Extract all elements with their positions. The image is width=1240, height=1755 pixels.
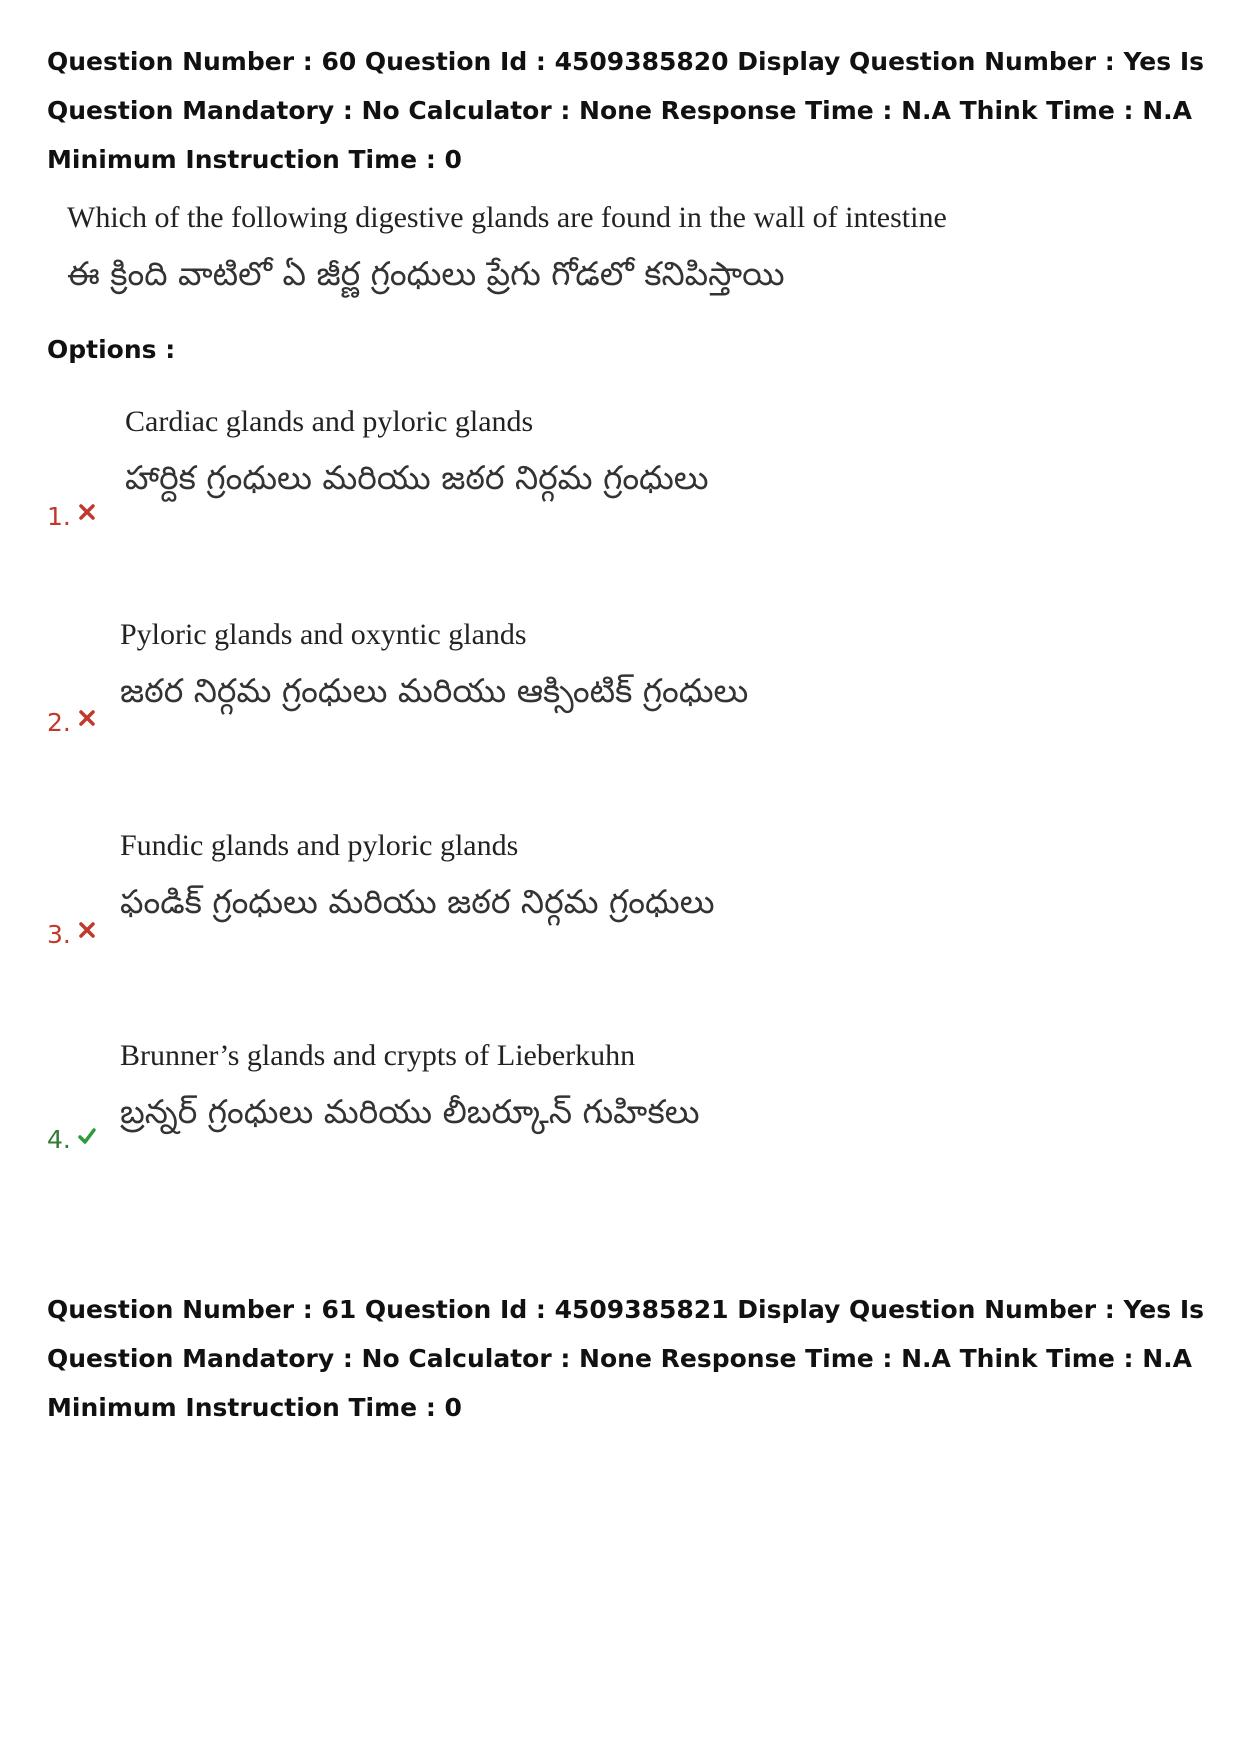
question-60-meta: Question Number : 60 Question Id : 4509385820 Display Question Number : Yes Is Question Mandatory : No Calculator : None Response Time : N.A Think Time : N.A Minimum Instruction Time : 0	[47, 47, 1205, 174]
option-4-text	[120, 1038, 700, 1132]
option-3-english: Fundic glands and pyloric glands	[120, 829, 519, 862]
question-text-english: Which of the following digestive glands are found in the wall of intestine	[67, 201, 947, 234]
cross-icon	[78, 503, 96, 521]
check-icon	[78, 1127, 96, 1145]
option-2-telugu: జఠర నిర్గమ గ్రంధులు మరియు ఆక్సింటిక్ గ్రంధులు	[120, 671, 749, 710]
option-1-english: Cardiac glands and pyloric glands	[125, 405, 534, 438]
option-2-number: 2.	[47, 708, 71, 737]
option-3-number: 3.	[47, 920, 71, 949]
option-4-telugu: బ్రన్నర్ గ్రంధులు మరియు లీబర్కూన్ గుహికలు	[120, 1092, 700, 1131]
option-2-text	[120, 617, 748, 711]
option-1-text	[125, 404, 709, 498]
question-text-telugu: ఈ క్రింది వాటిలో ఏ జీర్ణ గ్రంధులు ప్రేగు గోడలో కనిపిస్తాయి	[67, 254, 785, 293]
options-label: Options :	[47, 335, 176, 364]
option-4-english: Brunner’s glands and crypts of Lieberkuhn	[120, 1039, 636, 1072]
option-4-number: 4.	[47, 1125, 71, 1154]
cross-icon	[78, 921, 96, 939]
option-1-number: 1.	[47, 502, 71, 531]
question-60-text	[67, 200, 947, 294]
cross-icon	[78, 709, 96, 727]
question-61-meta: Question Number : 61 Question Id : 4509385821 Display Question Number : Yes Is Question Mandatory : No Calculator : None Response Time : N.A Think Time : N.A Minimum Instruction Time : 0	[47, 1295, 1205, 1422]
option-3-telugu: ఫండిక్ గ్రంధులు మరియు జఠర నిర్గమ గ్రంధులు	[120, 882, 715, 921]
option-1-telugu: హార్దిక గ్రంధులు మరియు జఠర నిర్గమ గ్రంధులు	[125, 458, 709, 497]
option-3-text	[120, 828, 715, 922]
option-2-english: Pyloric glands and oxyntic glands	[120, 618, 527, 651]
